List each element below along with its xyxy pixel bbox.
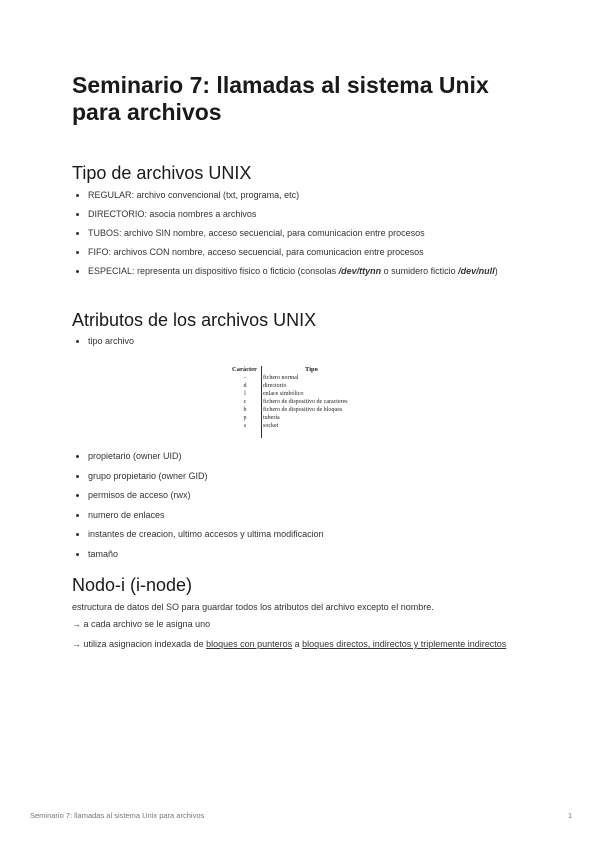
atributos-first-list bbox=[72, 335, 532, 348]
list-item: propietario (owner UID) bbox=[72, 450, 532, 463]
nodo-i-line1: → a cada archivo se le asigna uno bbox=[72, 619, 211, 629]
list-item: instantes de creacion, ultimo accesos y ultima modificacion bbox=[72, 528, 532, 541]
link-bloques-directos[interactable]: bloques directos, indirectos y triplemente indirectos bbox=[302, 639, 507, 649]
table-row bbox=[232, 391, 372, 399]
page-number: 1 bbox=[568, 811, 573, 820]
table-row bbox=[232, 375, 372, 383]
table-header-caracter: Carácter bbox=[232, 366, 257, 373]
table-row bbox=[232, 383, 372, 391]
nodo-i-line2-mid: a bbox=[292, 639, 303, 649]
section-heading-atributos: Atributos de los archivos UNIX bbox=[72, 310, 317, 330]
nodo-i-line2 bbox=[72, 637, 532, 651]
dev-null: /dev/null bbox=[458, 266, 495, 276]
list-item: grupo propietario (owner GID) bbox=[72, 470, 532, 483]
table-row bbox=[232, 415, 372, 423]
table-cell-char: - bbox=[244, 375, 246, 381]
section-heading-nodo-i: Nodo-i (i-node) bbox=[72, 575, 193, 595]
table-cell-char: l bbox=[244, 391, 246, 397]
table-cell-char: p bbox=[243, 415, 247, 421]
section-heading-tipo: Tipo de archivos UNIX bbox=[72, 163, 252, 183]
table-cell-type: fichero de dispositivo de bloques bbox=[263, 407, 343, 413]
list-item: FIFO: archivos CON nombre, acceso secuencial, para comunicacion entre procesos bbox=[72, 246, 532, 259]
atributos-list bbox=[72, 450, 532, 561]
nodo-i-intro: estructura de datos del SO para guardar todos los atributos del archivo excepto el nombre. bbox=[72, 602, 434, 612]
especial-text-mid: o sumidero ficticio bbox=[381, 266, 459, 276]
list-item: tamaño bbox=[72, 548, 532, 561]
dev-ttynn: /dev/ttynn bbox=[338, 266, 382, 276]
list-item-especial bbox=[72, 265, 532, 278]
table-cell-type: tubería bbox=[263, 415, 280, 421]
link-bloques-punteros[interactable]: bloques con punteros bbox=[206, 639, 293, 649]
list-item: permisos de acceso (rwx) bbox=[72, 489, 532, 502]
nodo-i-line2-text: → utiliza asignacion indexada de bbox=[72, 639, 207, 649]
table-row bbox=[232, 423, 372, 431]
tipo-list bbox=[72, 189, 532, 278]
list-item: tipo archivo bbox=[72, 335, 532, 348]
especial-text-end: ) bbox=[494, 266, 498, 276]
table-cell-char: d bbox=[243, 383, 247, 389]
table-cell-type: socket bbox=[263, 423, 279, 429]
table-cell-char: c bbox=[243, 399, 247, 405]
file-type-table bbox=[232, 366, 372, 438]
list-item: numero de enlaces bbox=[72, 509, 532, 522]
table-row bbox=[232, 399, 372, 407]
table-cell-type: enlace simbólico bbox=[263, 391, 304, 397]
especial-text: ESPECIAL: representa un dispositivo fisico o ficticio (consolas bbox=[88, 266, 339, 276]
list-item: REGULAR: archivo convencional (txt, programa, etc) bbox=[72, 189, 532, 202]
list-item: TUBOS: archivo SIN nombre, acceso secuencial, para comunicacion entre procesos bbox=[72, 227, 532, 240]
table-cell-type: directorio bbox=[263, 383, 287, 389]
table-header-tipo: Tipo bbox=[305, 366, 318, 373]
table-cell-type: fichero de dispositivo de caracteres bbox=[263, 399, 348, 405]
page-title: Seminario 7: llamadas al sistema Unix para archivos bbox=[72, 72, 489, 125]
table-row bbox=[232, 407, 372, 415]
table-cell-type: fichero normal bbox=[263, 375, 299, 381]
footer-title: Seminario 7: llamadas al sistema Unix para archivos bbox=[30, 811, 205, 820]
table-cell-char: s bbox=[243, 423, 247, 429]
table-cell-char: b bbox=[243, 407, 247, 413]
list-item: DIRECTORIO: asocia nombres a archivos bbox=[72, 208, 532, 221]
